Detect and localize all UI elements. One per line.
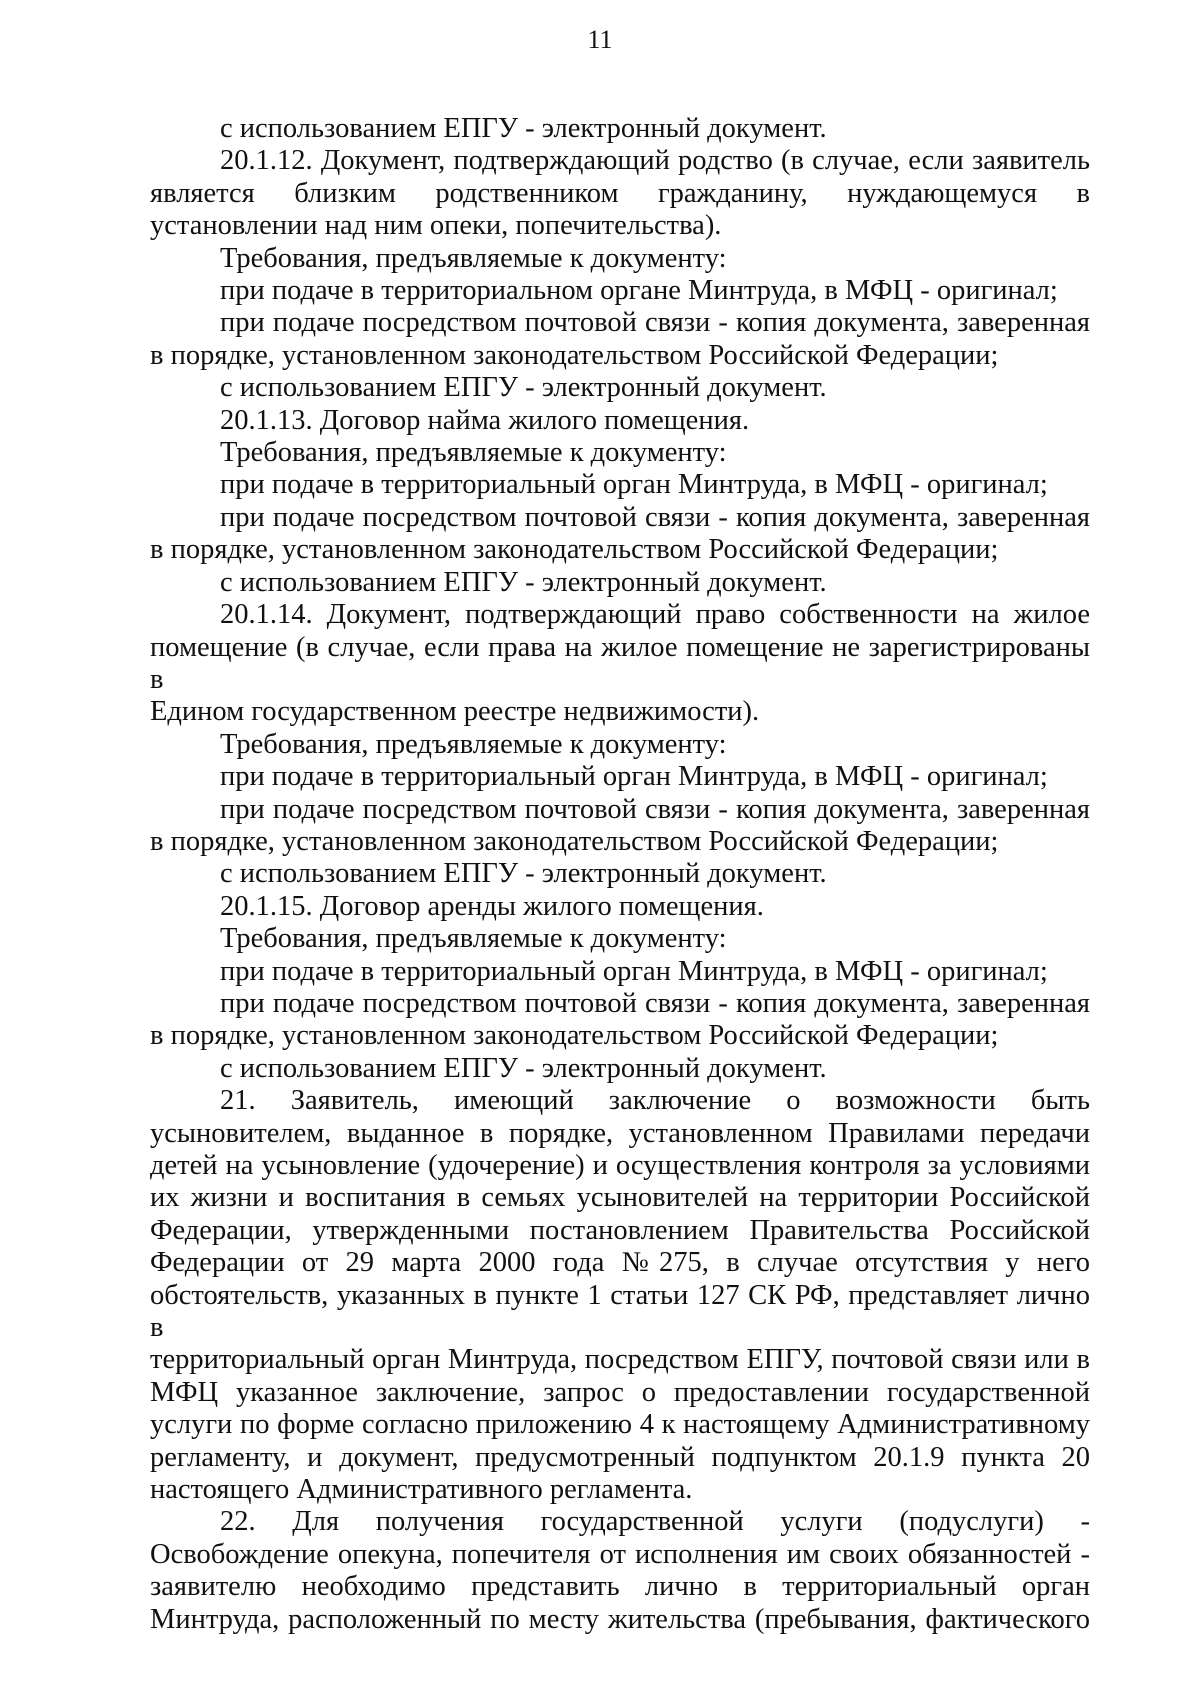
text-line: 22. Для получения государственной услуги (подуслуги) - bbox=[220, 1506, 1090, 1538]
text-line: территориальный орган Минтруда, посредством ЕПГУ, почтовой связи или в bbox=[150, 1344, 1090, 1376]
text-line: при подаче в территориальный орган Минтруда, в МФЦ - оригинал; bbox=[220, 469, 1048, 501]
text-line: усыновителем, выданное в порядке, установленном Правилами передачи bbox=[150, 1117, 1090, 1149]
text-line: 21. Заявитель, имеющий заключение о возможности быть bbox=[220, 1085, 1090, 1117]
text-line: с использованием ЕПГУ - электронный документ. bbox=[220, 858, 827, 890]
text-line: с использованием ЕПГУ - электронный документ. bbox=[220, 113, 827, 144]
text-line: с использованием ЕПГУ - электронный документ. bbox=[220, 566, 827, 598]
text-line: настоящего Административного регламента. bbox=[150, 1474, 693, 1506]
text-line: МФЦ указанное заключение, запрос о предоставлении государственной bbox=[150, 1376, 1090, 1408]
text-line: при подаче в территориальный орган Минтруда, в МФЦ - оригинал; bbox=[220, 761, 1048, 793]
text-line: при подаче посредством почтовой связи - копия документа, заверенная bbox=[220, 307, 1090, 339]
text-line: при подаче в территориальный орган Минтруда, в МФЦ - оригинал; bbox=[220, 955, 1048, 987]
text-line: их жизни и воспитания в семьях усыновителей на территории Российской bbox=[150, 1182, 1090, 1214]
text-line: услуги по форме согласно приложению 4 к настоящему Административному bbox=[150, 1409, 1090, 1441]
text-line: Требования, предъявляемые к документу: bbox=[220, 437, 727, 469]
text-line: обстоятельств, указанных в пункте 1 статьи 127 СК РФ, представляет лично в bbox=[150, 1279, 1090, 1344]
text-line: при подаче в территориальном органе Минтруда, в МФЦ - оригинал; bbox=[220, 275, 1058, 307]
text-line: помещение (в случае, если права на жилое помещение не зарегистрированы в bbox=[150, 631, 1090, 695]
text-line: с использованием ЕПГУ - электронный документ. bbox=[220, 372, 827, 404]
text-line: Освобождение опекуна, попечителя от исполнения им своих обязанностей - bbox=[150, 1538, 1090, 1570]
text-line: в порядке, установленном законодательством Российской Федерации; bbox=[150, 534, 999, 566]
text-line: в порядке, установленном законодательством Российской Федерации; bbox=[150, 1020, 999, 1052]
text-line: 20.1.13. Договор найма жилого помещения. bbox=[220, 404, 750, 436]
text-line: Федерации, утвержденными постановлением Правительства Российской bbox=[150, 1214, 1090, 1246]
page-number: 11 bbox=[587, 25, 613, 54]
text-line: Федерации от 29 марта 2000 года №275, в случае отсутствия у него bbox=[150, 1247, 1090, 1279]
text-line: 20.1.14. Документ, подтверждающий право собственности на жилое bbox=[220, 599, 1090, 631]
text-line: регламенту, и документ, предусмотренный подпунктом 20.1.9 пункта 20 bbox=[150, 1441, 1090, 1473]
text-line: с использованием ЕПГУ - электронный документ. bbox=[220, 1052, 827, 1084]
text-line: при подаче посредством почтовой связи - копия документа, заверенная bbox=[220, 793, 1090, 825]
document-body bbox=[150, 113, 1090, 1636]
text-line: детей на усыновление (удочерение) и осуществления контроля за условиями bbox=[150, 1150, 1090, 1181]
text-line: в порядке, установленном законодательством Российской Федерации; bbox=[150, 825, 999, 857]
text-line: 20.1.15. Договор аренды жилого помещения. bbox=[220, 890, 764, 922]
text-line: в порядке, установленном законодательством Российской Федерации; bbox=[150, 339, 999, 371]
text-line: Требования, предъявляемые к документу: bbox=[220, 242, 727, 274]
text-line: 20.1.12. Документ, подтверждающий родство (в случае, если заявитель bbox=[220, 145, 1090, 177]
text-line: заявителю необходимо представить лично в территориальный орган bbox=[150, 1571, 1090, 1603]
text-line: Едином государственном реестре недвижимости). bbox=[150, 696, 760, 728]
text-line: Требования, предъявляемые к документу: bbox=[220, 923, 727, 955]
text-line: является близким родственником гражданину, нуждающемуся в bbox=[150, 177, 1090, 209]
text-line: установлении над ним опеки, попечительства). bbox=[150, 210, 722, 242]
text-line: при подаче посредством почтовой связи - копия документа, заверенная bbox=[220, 987, 1090, 1019]
text-line: Требования, предъявляемые к документу: bbox=[220, 728, 727, 760]
text-line: Минтруда, расположенный по месту жительства (пребывания, фактического bbox=[150, 1603, 1090, 1635]
text-line: при подаче посредством почтовой связи - копия документа, заверенная bbox=[220, 501, 1090, 533]
